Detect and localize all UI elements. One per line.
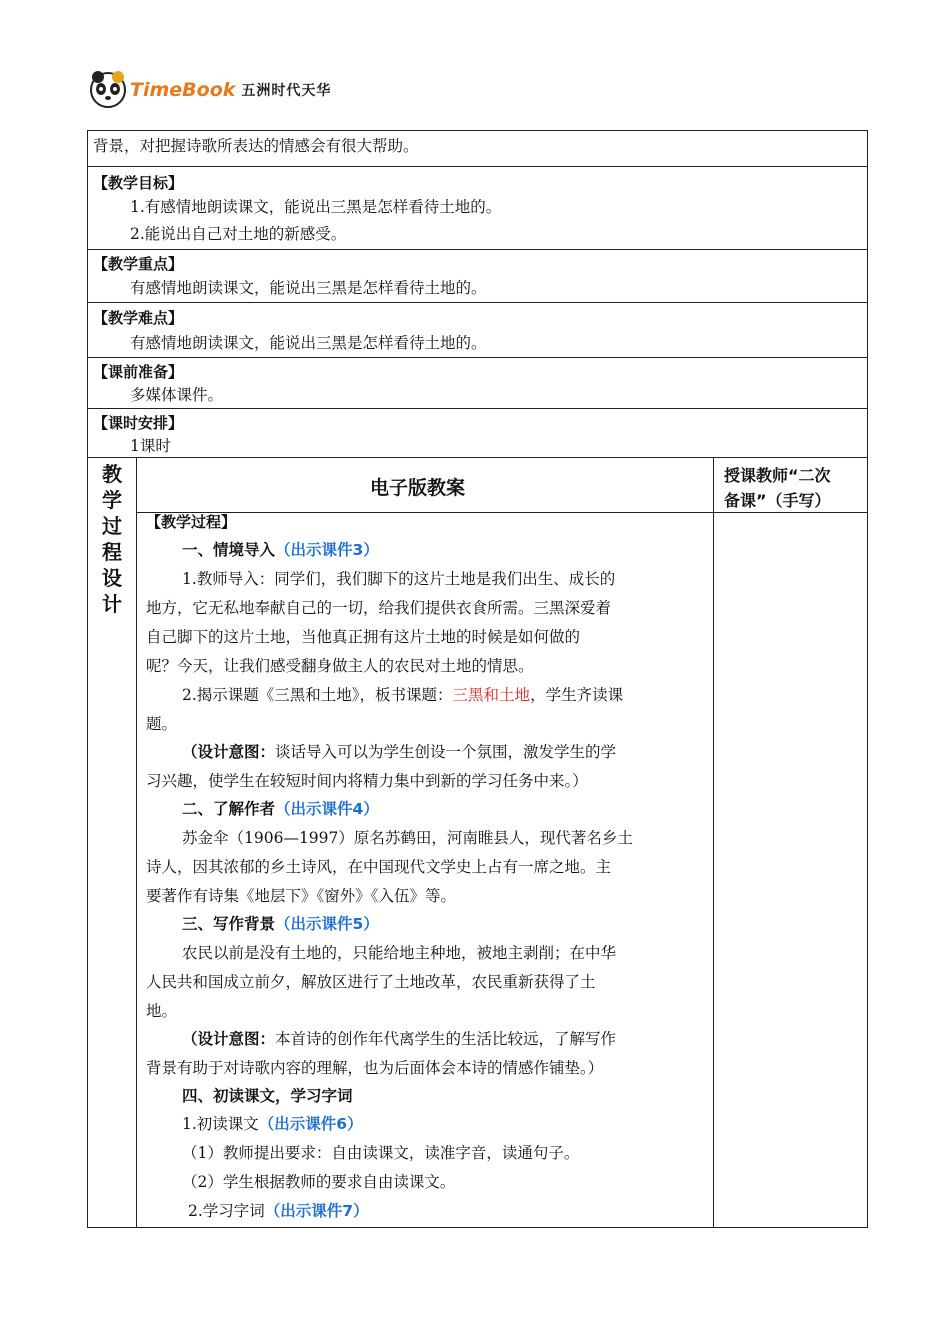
- prep-row: [88, 358, 867, 409]
- paragraph-line: [188, 1197, 369, 1225]
- paragraph-line: 要著作有诗集《地层下》《窗外》《入伍》等。: [146, 887, 457, 905]
- process-heading: 【教学过程】: [146, 513, 237, 531]
- section-3-title: [182, 910, 379, 938]
- paragraph-line: （1）教师提出要求：自由读课文，读准字音，读通句子。: [182, 1144, 580, 1162]
- section-2-title: [182, 795, 379, 823]
- design-note-2: [182, 1025, 616, 1053]
- paragraph-line: 自己脚下的这片土地，当他真正拥有这片土地的时候是如何做的: [146, 628, 581, 646]
- section-title-text: 二、了解作者: [182, 800, 276, 818]
- difficulties-title: 【教学难点】: [93, 309, 184, 327]
- side-char: 学: [102, 488, 122, 512]
- brand-name-cn: 五洲时代天华: [241, 83, 332, 99]
- side-char: 教: [102, 462, 122, 486]
- section-title-text: 三、写作背景: [182, 915, 276, 933]
- paragraph-line: （2）学生根据教师的要求自由读课文。: [182, 1173, 456, 1191]
- text-span: 1.初读课文: [182, 1115, 259, 1133]
- slide-ref: （出示课件4）: [275, 800, 379, 818]
- board-title: 三黑和土地: [452, 686, 531, 704]
- text-span: 谈话导入可以为学生创设一个氛围，激发学生的学: [275, 743, 617, 761]
- slide-ref: （出示课件7）: [264, 1202, 369, 1220]
- process-side-label: [88, 461, 136, 617]
- design-label: （设计意图：: [182, 743, 276, 761]
- key-points-text: 有感情地朗读课文，能说出三黑是怎样看待土地的。: [130, 279, 487, 297]
- paragraph-line: [182, 1110, 363, 1138]
- paragraph-line: 苏金伞（1906—1997）原名苏鹤田，河南睢县人，现代著名乡土: [182, 829, 633, 847]
- section-4-title: 四、初读课文，学习字词: [182, 1087, 353, 1105]
- paragraph-line: 地。: [146, 1002, 178, 1020]
- intro-text: 背景，对把握诗歌所表达的情感会有很大帮助。: [93, 137, 419, 155]
- slide-ref: （出示课件5）: [275, 915, 379, 933]
- panda-logo-icon: [88, 70, 128, 110]
- goal-item: 2.能说出自己对土地的新感受。: [130, 225, 347, 243]
- paragraph-line: [182, 681, 623, 709]
- teacher-col-line: 授课教师“二次: [724, 466, 831, 485]
- paragraph-line: 地方，它无私地奉献自己的一切，给我们提供衣食所需。三黑深爱着: [146, 599, 612, 617]
- paragraph-line: 题。: [146, 715, 178, 733]
- paragraph-line: 背景有助于对诗歌内容的理解，也为后面体会本诗的情感作铺垫。）: [146, 1059, 604, 1077]
- schedule-row: [88, 409, 867, 458]
- goals-title: 【教学目标】: [93, 174, 184, 192]
- paragraph-line: 呢？今天，让我们感受翻身做主人的农民对土地的情思。: [146, 657, 534, 675]
- text-span: 2.学习字词: [188, 1202, 265, 1220]
- difficulties-text: 有感情地朗读课文，能说出三黑是怎样看待土地的。: [130, 334, 487, 352]
- column-divider: [713, 458, 714, 1227]
- column-divider: [136, 458, 137, 1227]
- text-span: 2.揭示课题《三黑和土地》，板书课题：: [182, 686, 453, 704]
- paragraph-line: 诗人，因其浓郁的乡土诗风，在中国现代文学史上占有一席之地。主: [146, 858, 612, 876]
- side-char: 程: [102, 540, 122, 564]
- key-points-title: 【教学重点】: [93, 255, 184, 273]
- goals-row: [88, 167, 867, 250]
- difficulties-row: [88, 303, 867, 358]
- key-points-row: [88, 250, 867, 303]
- side-char: 过: [102, 514, 122, 538]
- side-char: 计: [102, 592, 122, 616]
- section-1-title: [182, 536, 379, 564]
- text-span: 本首诗的创作年代离学生的生活比较远，了解写作: [275, 1030, 617, 1048]
- schedule-text: 1课时: [130, 437, 171, 455]
- teacher-column-title: [724, 463, 831, 513]
- brand-name: TimeBook: [130, 79, 236, 101]
- brand-logo: [88, 70, 331, 110]
- lesson-plan-table: [87, 130, 868, 1228]
- paragraph-line: 习兴趣，使学生在较短时间内将精力集中到新的学习任务中来。）: [146, 772, 588, 790]
- column-title: 电子版教案: [370, 477, 466, 499]
- paragraph-line: 农民以前是没有土地的，只能给地主种地，被地主剥削；在中华: [182, 944, 617, 962]
- paragraph-line: 1.教师导入：同学们，我们脚下的这片土地是我们出生、成长的: [182, 570, 616, 588]
- schedule-title: 【课时安排】: [93, 414, 184, 432]
- text-span: ，学生齐读课: [530, 686, 624, 704]
- design-label: （设计意图：: [182, 1030, 276, 1048]
- goal-item: 1.有感情地朗读课文，能说出三黑是怎样看待土地的。: [130, 198, 502, 216]
- paragraph-line: 人民共和国成立前夕，解放区进行了土地改革，农民重新获得了土: [146, 973, 596, 991]
- side-char: 设: [102, 566, 122, 590]
- slide-ref: （出示课件3）: [275, 541, 379, 559]
- design-note-1: [182, 738, 616, 766]
- prep-title: 【课前准备】: [93, 363, 184, 381]
- section-title-text: 一、情境导入: [182, 541, 276, 559]
- prep-text: 多媒体课件。: [130, 386, 224, 404]
- intro-row: [88, 131, 867, 167]
- slide-ref: （出示课件6）: [258, 1115, 363, 1133]
- teacher-col-line: 备课”（手写）: [724, 491, 831, 510]
